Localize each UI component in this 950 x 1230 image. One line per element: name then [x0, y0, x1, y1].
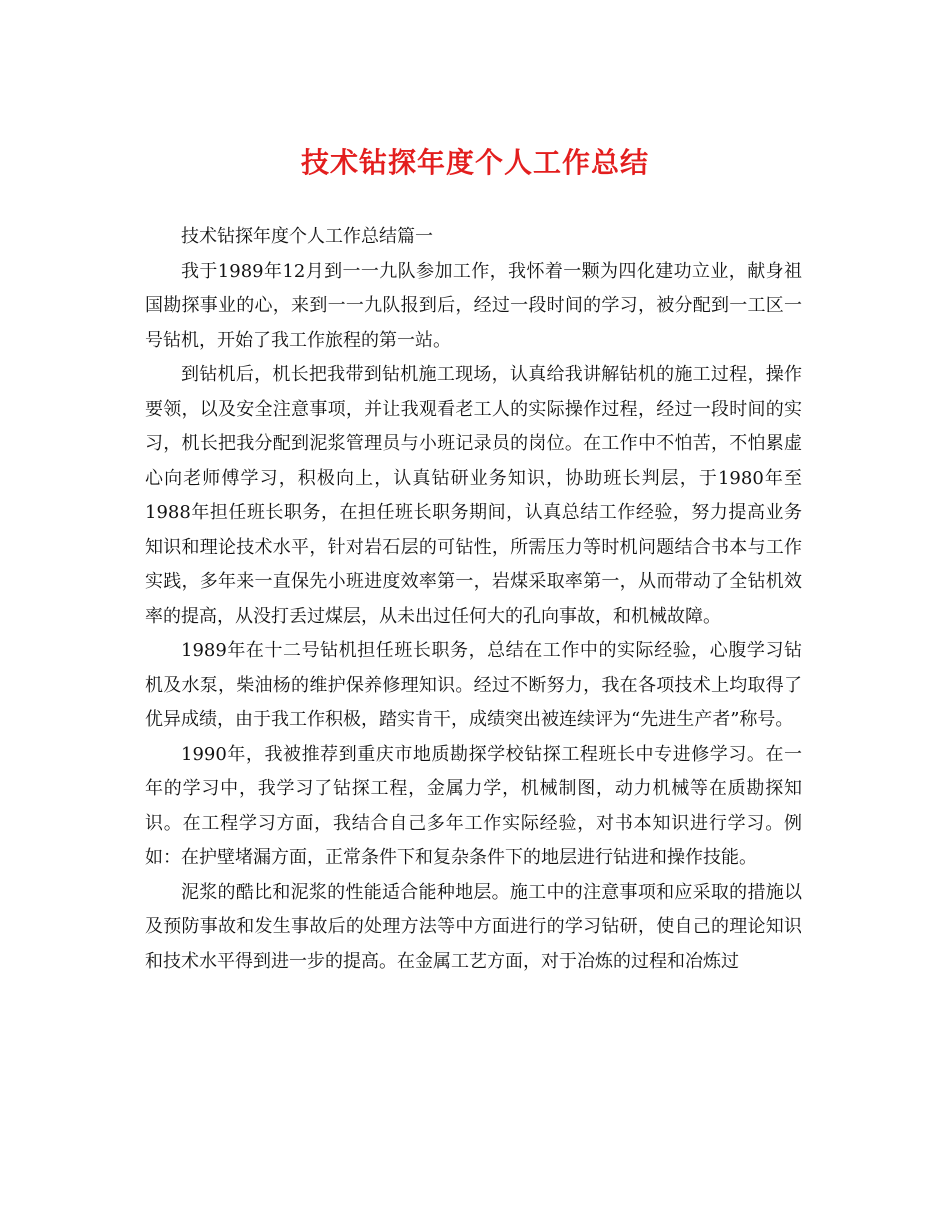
- body-paragraph: 1990年，我被推荐到重庆市地质勘探学校钻探工程班长中专进修学习。在一年的学习中，我学习了钻探工程，金属力学，机械制图，动力机械等在质勘探知识。在工程学习方面，我结合自己多年工作实际经验，对书本知识进行学习。例如：在护壁堵漏方面，正常条件下和复杂条件下的地层进行钻进和操作技能。: [145, 743, 802, 868]
- page-title: 技术钻探年度个人工作总结: [300, 146, 649, 179]
- body-paragraph: 到钻机后，机长把我带到钻机施工现场，认真给我讲解钻机的施工过程，操作要领，以及安全注意事项，并让我观看老工人的实际操作过程，经过一段时间的实习，机长把我分配到泥浆管理员与小班记录员的岗位。在工作中不怕苦，不怕累虚心向老师傅学习，积极向上，认真钻研业务知识，协助班长判层，于1980年至1988年担任班长职务，在担任班长职务期间，认真总结工作经验，努力提高业务知识和理论技术水平，针对岩石层的可钻性，所需压力等时机问题结合书本与工作实践，多年来一直保先小班进度效率第一，岩煤采取率第一，从而带动了全钻机效率的提高，从没打丢过煤层，从未出过任何大的孔向事故，和机械故障。: [145, 364, 802, 627]
- section-heading: 技术钻探年度个人工作总结篇一: [181, 226, 433, 247]
- body-paragraph: 我于1989年12月到一一九队参加工作，我怀着一颗为四化建功立业，献身祖国勘探事业的心，来到一一九队报到后，经过一段时间的学习，被分配到一工区一号钻机，开始了我工作旅程的第一站。: [145, 260, 802, 351]
- document-body: [145, 220, 802, 979]
- body-paragraph: 1989年在十二号钻机担任班长职务，总结在工作中的实际经验，心腹学习钻机及水泵，柴油杨的维护保养修理知识。经过不断努力，我在各项技术上均取得了优异成绩，由于我工作积极，踏实肯干，成绩突出被连续评为“先进生产者”称号。: [145, 640, 802, 730]
- body-paragraph: 泥浆的酷比和泥浆的性能适合能种地层。施工中的注意事项和应采取的措施以及预防事故和发生事故后的处理方法等中方面进行的学习钻研，使自己的理论知识和技术水平得到进一步的提高。在金属工艺方面，对于冶炼的过程和冶炼过: [145, 881, 802, 972]
